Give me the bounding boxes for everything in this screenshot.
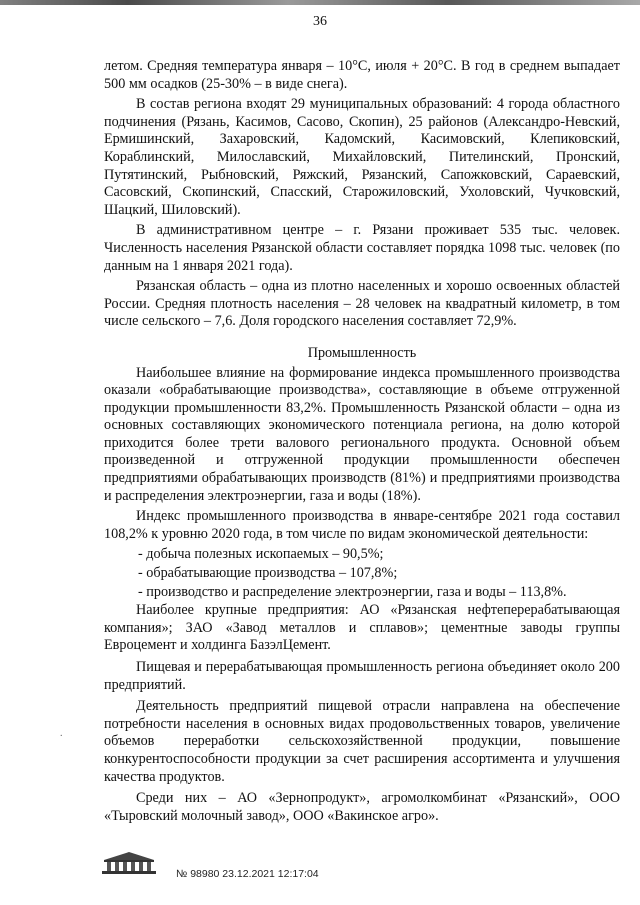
list-item-energy: - производство и распределение электроэнергии, газа и воды – 113,8%. bbox=[138, 583, 567, 600]
paragraph-food-activity: Деятельность предприятий пищевой отрасли направлена на обеспечение потребности населения в основных видах продовольственных товаров, увеличение объемов переработки сельскохозяйственной продукции, повышение конкурентоспособности продукции за счет расширения ассортимента и улучшения качества продуктов. bbox=[104, 698, 620, 785]
page-number: 36 bbox=[313, 14, 327, 29]
paragraph-density: Рязанская область – одна из плотно населенных и хорошо освоенных областей России. Средняя плотность населения – 28 человек на квадратный километр, в том числе сельского – 7,6. Доля городского населения составляет 72,9%. bbox=[104, 278, 620, 330]
paragraph-food-companies: Среди них – АО «Зернопродукт», агромолкомбинат «Рязанский», ООО «Тыровский молочный завод», ООО «Вакинское агро». bbox=[104, 790, 620, 824]
document-footer bbox=[176, 868, 319, 880]
section-title-industry: Промышленность bbox=[307, 344, 417, 361]
paragraph-major-enterprises: Наиболее крупные предприятия: АО «Рязанская нефтеперерабатывающая компания»; ЗАО «Завод металлов и сплавов»; цементные заводы группы Евроцемент и холдинга БазэлЦемент. bbox=[104, 602, 620, 654]
footer-number-sign: № bbox=[176, 868, 188, 880]
scan-top-edge bbox=[0, 0, 640, 5]
document-body bbox=[104, 58, 620, 825]
paragraph-food-industry: Пищевая и перерабатывающая промышленность региона объединяет около 200 предприятий. bbox=[104, 659, 620, 693]
list-item-mining: - добыча полезных ископаемых – 90,5%; bbox=[138, 546, 384, 563]
paragraph-climate: летом. Средняя температура января – 10°С, июля + 20°С. В год в среднем выпадает 500 мм осадков (25-30% – в виде снега). bbox=[104, 58, 620, 92]
paragraph-production-index: Индекс промышленного производства в январе-сентябре 2021 года составил 108,2% к уровню 2020 года, в том числе по видам экономической деятельности: bbox=[104, 508, 620, 542]
registry-stamp-icon bbox=[100, 850, 158, 876]
margin-dot: . bbox=[60, 728, 63, 739]
paragraph-municipalities: В состав региона входят 29 муниципальных образований: 4 города областного подчинения (Рязань, Касимов, Сасово, Скопин), 25 районов (Александро-Невский, Ермишинский, Захаровский, Кадомский, Касимовский, Клепиковский, Кораблинский, Милославский, Михайловский, Пителинский, Пронский, Путятинский, Рыбновский, Ряжский, Рязанский, Сапожковский, Сараевский, Сасовский, Скопинский, Спасский, Старожиловский, Ухоловский, Чучковский, Шацкий, Шиловский). bbox=[104, 96, 620, 218]
footer-doc-ref: 98980 23.12.2021 12:17:04 bbox=[190, 868, 319, 880]
paragraph-population: В административном центре – г. Рязани проживает 535 тыс. человек. Численность населения Рязанской области составляет порядка 1098 тыс. человек (по данным на 1 января 2021 года). bbox=[104, 222, 620, 274]
list-item-manufacturing: - обрабатывающие производства – 107,8%; bbox=[138, 565, 398, 582]
paragraph-industry-index: Наибольшее влияние на формирование индекса промышленного производства оказали «обрабатывающие производства», составляющие в объеме отгруженной продукции промышленности 83,2%. Промышленность Рязанской области – одна из основных составляющих экономического потенциала региона, на долю которой приходится более трети валового регионального продукта. Основной объем произведенной и отгруженной продукции промышленности обеспечен предприятиями обрабатывающих производств (81%) и предприятиями производства и распределения электроэнергии, газа и воды (18%). bbox=[104, 364, 620, 504]
